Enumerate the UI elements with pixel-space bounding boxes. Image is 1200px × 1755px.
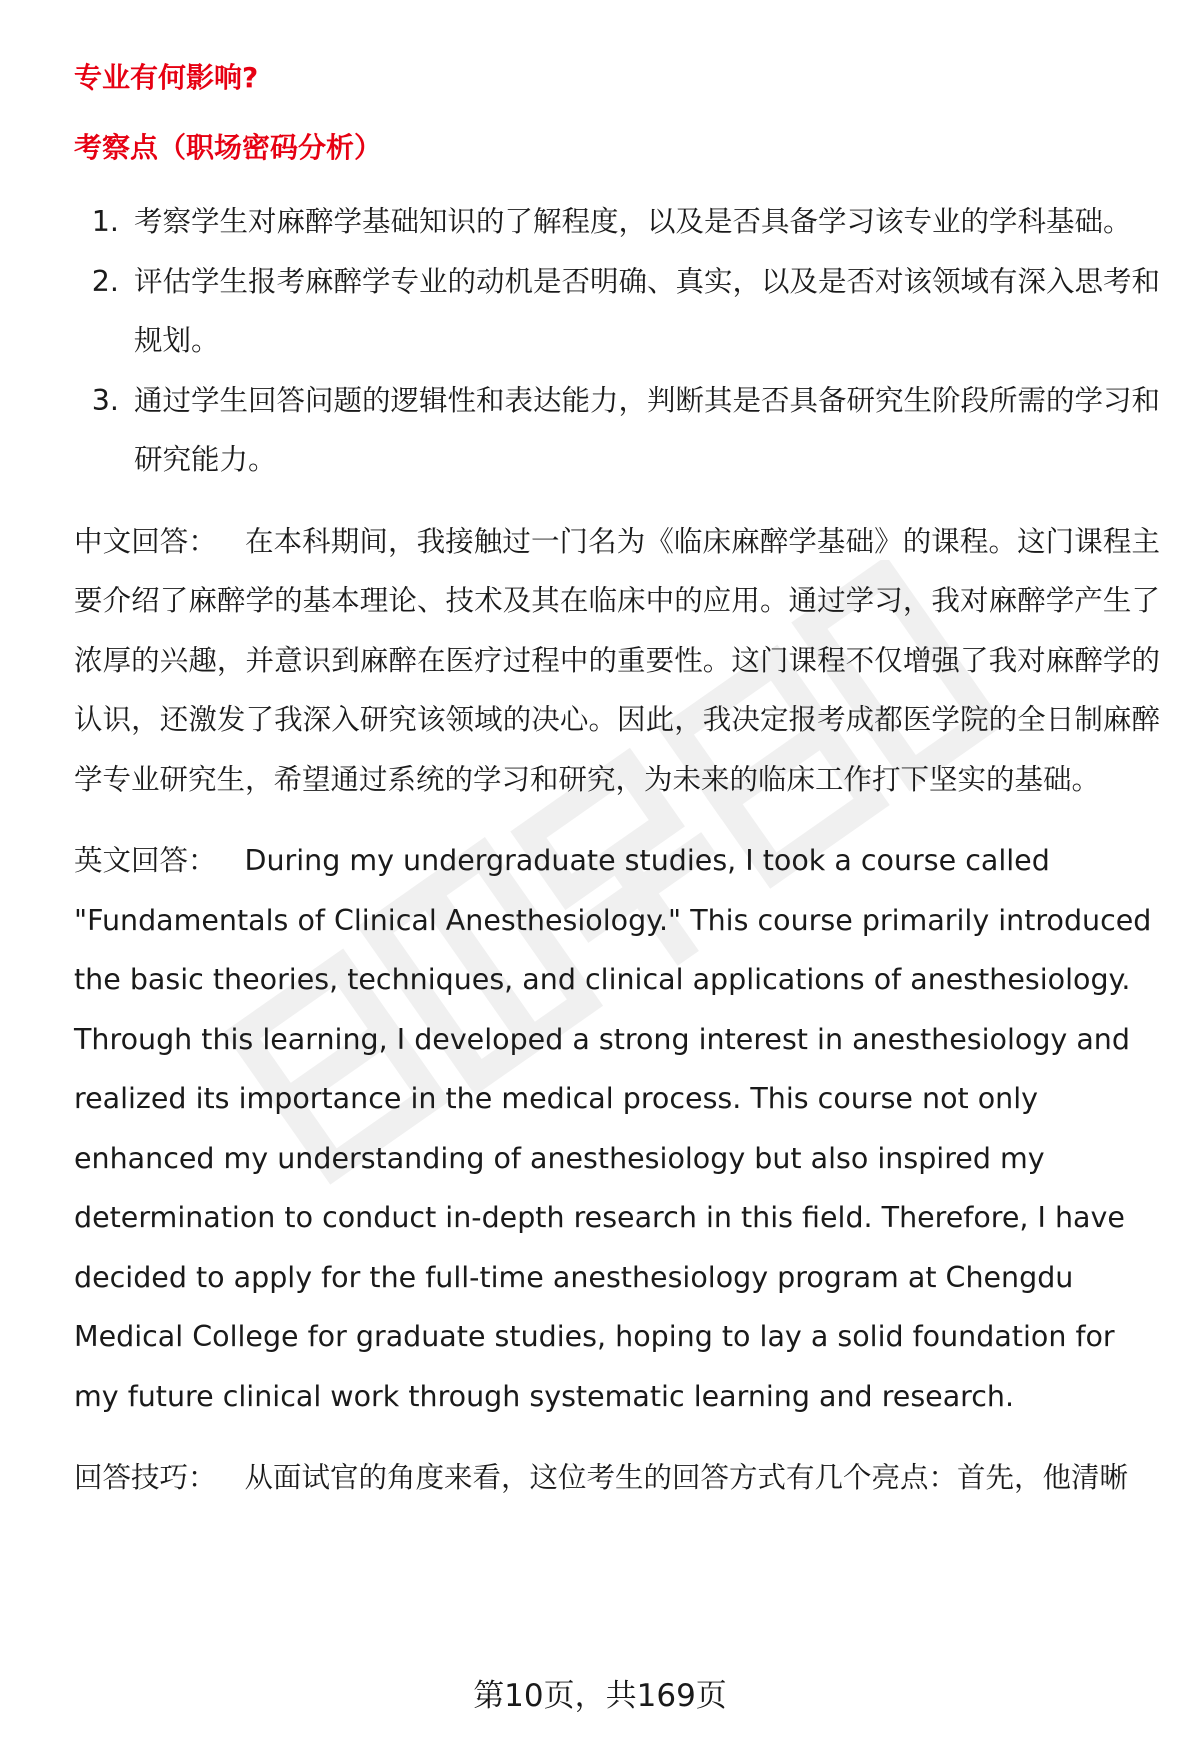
list-item: 1. 考察学生对麻醉学基础知识的了解程度，以及是否具备学习该专业的学科基础。 [128,192,1160,252]
page-content [74,58,1160,1530]
exam-point-heading: 考察点（职场密码分析） [74,131,383,164]
exam-points-list [74,192,1160,490]
answer-tips-paragraph [74,1448,1160,1508]
answer-tips-label: 回答技巧： [74,1461,217,1494]
answer-tips-text: 从面试官的角度来看，这位考生的回答方式有几个亮点：首先，他清晰 [244,1461,1129,1494]
english-answer-paragraph [74,831,1160,1426]
chinese-answer-text: 在本科期间，我接触过一门名为《临床麻醉学基础》的课程。这门课程主要介绍了麻醉学的基本理论、技术及其在临床中的应用。通过学习，我对麻醉学产生了浓厚的兴趣，并意识到麻醉在医疗过程中的重要性。这门课程不仅增强了我对麻醉学的认识，还激发了我深入研究该领域的决心。因此，我决定报考成都医学院的全日制麻醉学专业研究生，希望通过系统的学习和研究，为未来的临床工作打下坚实的基础。 [74,524,1160,796]
question-heading: 专业有何影响? [74,61,259,94]
chinese-answer-paragraph [74,512,1160,810]
english-answer-label: 英文回答： [74,844,217,877]
list-item: 2. 评估学生报考麻醉学专业的动机是否明确、真实，以及是否对该领域有深入思考和规划。 [128,252,1160,371]
chinese-answer-label: 中文回答： [74,524,217,558]
english-answer-text: During my undergraduate studies, I took a course called "Fundamentals of Clinical Anesthesiology." This course primarily introduced the basic theories, techniques, and clinical applications of anesthesiology. Through this learning, I developed a strong interest in anesthesiology and realized its importance in the medical process. This course not only enhanced my understanding of anesthesiology but also inspired my determination to conduct in-depth research in this field. Therefore, I have decided to apply for the full-time anesthesiology program at Chengdu Medical College for graduate studies, hoping to lay a solid foundation for my future clinical work through systematic learning and research. [74,844,1152,1413]
list-item: 3. 通过学生回答问题的逻辑性和表达能力，判断其是否具备研究生阶段所需的学习和研究能力。 [128,371,1160,490]
page-number: 第10页，共169页 [473,1678,727,1714]
